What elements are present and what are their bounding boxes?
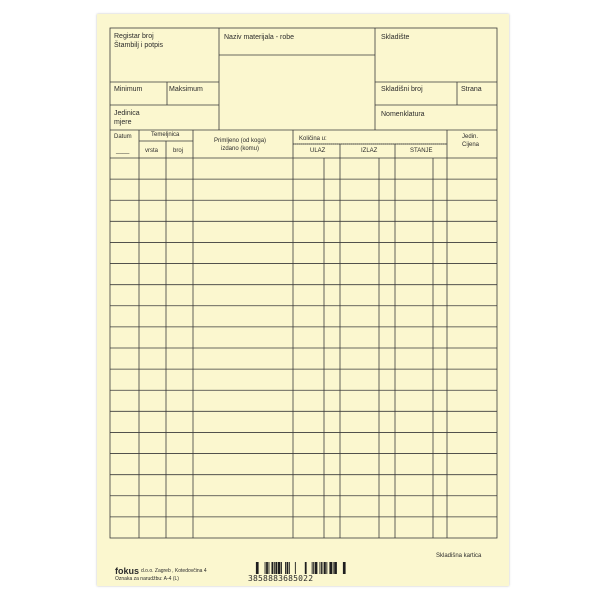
barcode-bar: [289, 562, 290, 574]
barcode-digits: 3858883685022: [248, 574, 314, 583]
warehouse-card-form: [97, 14, 509, 586]
barcode-bar: [320, 562, 321, 574]
strana-label: Strana: [461, 86, 482, 93]
barcode-bar: [295, 562, 296, 574]
barcode-bar: [326, 562, 327, 574]
barcode-bar: [313, 562, 314, 574]
broj-column-header: broj: [173, 148, 184, 154]
barcode-bar: [334, 562, 337, 574]
minimum-label: Minimum: [114, 86, 143, 93]
maksimum-label: Maksimum: [169, 86, 203, 93]
izlaz-column-header: IZLAZ: [361, 148, 378, 154]
vrsta-column-header: vrsta: [145, 148, 159, 154]
barcode-bar: [274, 562, 275, 574]
barcode-bar: [285, 562, 286, 574]
skladiste-label: Skladište: [381, 34, 410, 41]
cijena-column-header: Cijena: [462, 142, 480, 148]
primljeno-column-header: Primljeno (od koga): [214, 138, 267, 144]
mjere-label: mjere: [114, 119, 132, 126]
izdano-column-header: izdano (komu): [221, 146, 260, 152]
naziv-materijala-label: Naziv materijala - robe: [224, 34, 295, 41]
barcode: [248, 562, 374, 574]
jedin-column-header: Jedin.: [462, 134, 479, 140]
barcode-bar: [315, 562, 318, 574]
fokus-logo: fokus: [115, 566, 140, 576]
ulaz-column-header: ULAZ: [310, 148, 326, 154]
barcode-bar: [305, 562, 307, 574]
barcode-bar: [324, 562, 326, 574]
form-grid: [97, 14, 509, 586]
barcode-bar: [269, 562, 270, 574]
barcode-bar: [256, 562, 259, 574]
barcode-bar: [333, 562, 334, 574]
form-border: [110, 28, 497, 538]
barcode-bar: [329, 562, 332, 574]
stambilj-potpis-label: Štambilj i potpis: [114, 42, 164, 49]
registar-broj-label: Registar broj: [114, 33, 154, 40]
barcode-bar: [287, 562, 289, 574]
stanje-column-header: STANJE: [410, 148, 433, 154]
datum-column-header: Datum: [114, 134, 132, 140]
barcode-bar: [278, 562, 281, 574]
order-code: Oznaka za narudžbu: A-4 (L): [115, 576, 179, 582]
nomenklatura-label: Nomenklatura: [381, 111, 425, 118]
temeljnica-column-header: Temeljnica: [151, 132, 180, 138]
publisher-address: d.o.o. Zagreb , Kotedovčina 4: [141, 568, 207, 574]
barcode-bar: [343, 562, 346, 574]
barcode-bar: [312, 562, 313, 574]
barcode-bar: [266, 562, 268, 574]
form-title: Skladišna kartica: [436, 553, 482, 559]
barcode-bar: [275, 562, 277, 574]
kolicina-column-header: Količina u:: [299, 136, 327, 142]
barcode-bar: [323, 562, 324, 574]
barcode-bar: [321, 562, 322, 574]
skladisni-broj-label: Skladišni broj: [381, 86, 423, 93]
barcode-bar: [265, 562, 266, 574]
datum-blank-line: ____: [116, 148, 130, 154]
barcode-bar: [281, 562, 282, 574]
jedinica-label: Jedinica: [114, 110, 140, 117]
barcode-bar: [272, 562, 274, 574]
